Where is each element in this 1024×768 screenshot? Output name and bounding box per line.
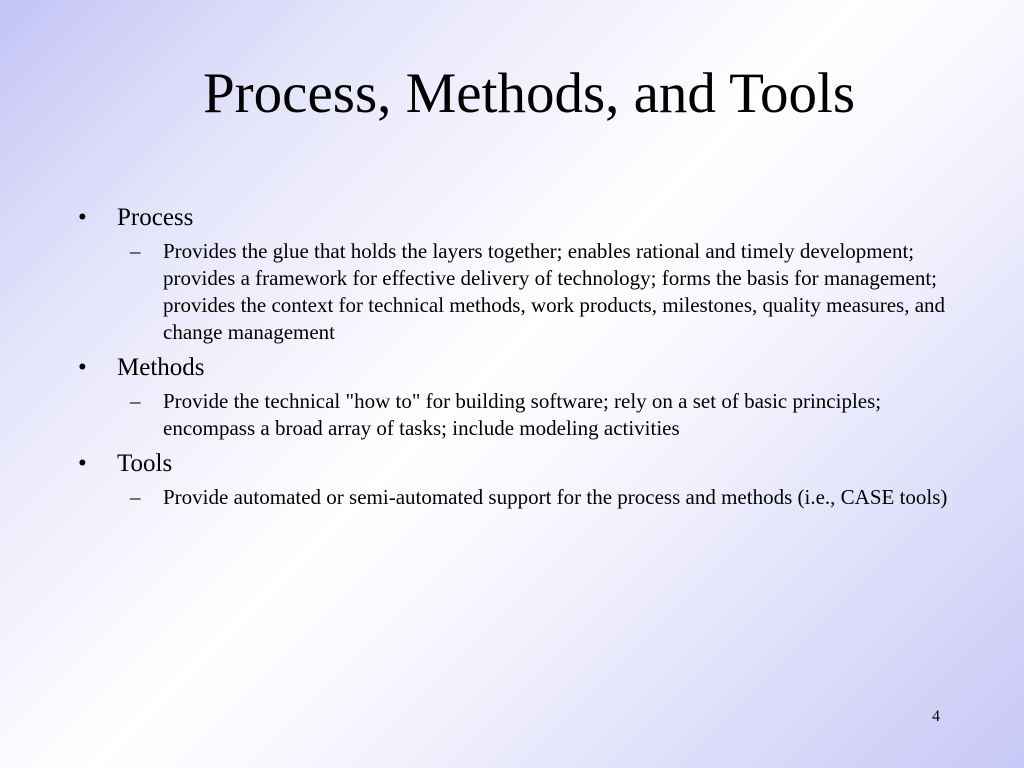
bullet-dot-icon: • — [78, 354, 87, 381]
bullet-row — [78, 448, 958, 480]
slide-title: Process, Methods, and Tools — [202, 62, 856, 125]
bullet-dot-icon: • — [78, 450, 87, 477]
bullet-label: Tools — [117, 450, 173, 477]
dash-icon: – — [130, 389, 141, 413]
sub-bullet-methods — [78, 388, 958, 442]
sub-list — [78, 238, 958, 346]
bullet-label: Methods — [117, 354, 205, 381]
dash-icon: – — [130, 485, 141, 509]
dash-icon: – — [130, 239, 141, 263]
sub-bullet-text: Provide automated or semi-automated support for the process and methods (i.e., CASE tools) — [163, 485, 948, 509]
sub-list — [78, 388, 958, 442]
bullet-tools — [78, 448, 958, 511]
sub-bullet-tools — [78, 484, 958, 511]
sub-list — [78, 484, 958, 511]
page-number: 4 — [932, 708, 940, 725]
bullet-process — [78, 202, 958, 346]
sub-bullet-text: Provides the glue that holds the layers together; enables rational and timely development; provides a framework for effective delivery of technology; forms the basis for management; provides the context for technical methods, work products, milestones, quality measures, and change management — [163, 239, 946, 344]
sub-bullet-process — [78, 238, 958, 346]
bullet-row — [78, 202, 958, 234]
bullet-row — [78, 352, 958, 384]
sub-bullet-text: Provide the technical "how to" for building software; rely on a set of basic principles; encompass a broad array of tasks; include modeling activities — [163, 389, 882, 440]
bullet-dot-icon: • — [78, 204, 87, 231]
bullet-methods — [78, 352, 958, 442]
bullet-label: Process — [117, 204, 194, 231]
bullet-list — [78, 200, 958, 517]
